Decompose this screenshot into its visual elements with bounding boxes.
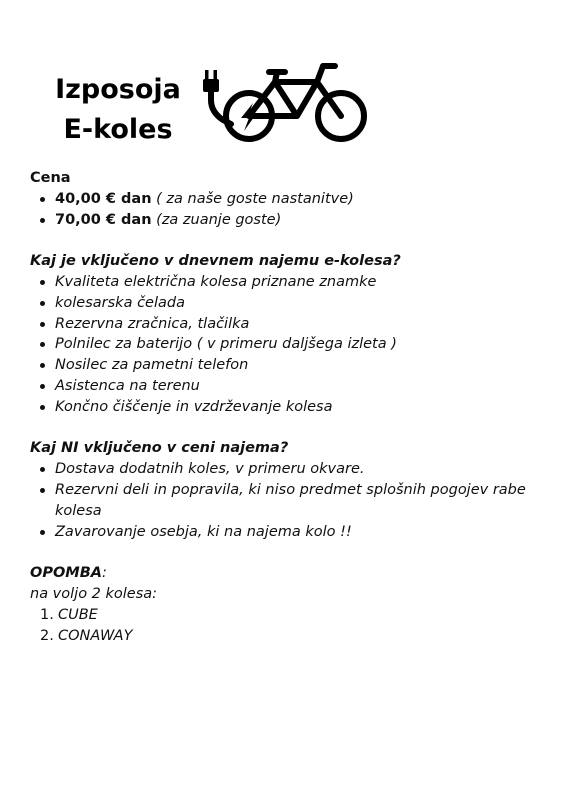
- page-title: [48, 70, 188, 150]
- list-item: Rezervni deli in popravila, ki niso predmet splošnih pogojev rabe kolesa: [30, 480, 550, 522]
- bike-number: 2.: [40, 627, 54, 644]
- price-item: [30, 210, 550, 231]
- bike-name: CONAWAY: [58, 627, 133, 644]
- price-heading: Cena: [30, 170, 71, 186]
- list-item: Končno čiščenje in vzdrževanje kolesa: [30, 397, 550, 418]
- bike-item: [30, 605, 550, 626]
- list-item: Dostava dodatnih koles, v primeru okvare.: [30, 459, 550, 480]
- price-item: [30, 189, 550, 210]
- price-note: (za zuanje goste): [151, 211, 282, 228]
- list-item: Kvaliteta električna kolesa priznane znamke: [30, 272, 550, 293]
- bike-number: 1.: [40, 606, 54, 623]
- excluded-list: [30, 459, 550, 542]
- list-item: Rezervna zračnica, tlačilka: [30, 314, 550, 335]
- electric-bike-plug-icon: [197, 50, 372, 145]
- price-section: [30, 168, 550, 230]
- note-text: na voljo 2 kolesa:: [30, 585, 158, 602]
- bike-item: [30, 626, 550, 647]
- included-section: [30, 251, 550, 417]
- price-amount: 40,00 € dan: [55, 190, 152, 207]
- bike-list: [30, 605, 550, 647]
- title-line-2: E-koles: [63, 114, 173, 145]
- list-item: Asistenca na terenu: [30, 376, 550, 397]
- note-section: [30, 563, 550, 646]
- note-label-line: [30, 563, 550, 584]
- included-list: [30, 272, 550, 418]
- list-item: kolesarska čelada: [30, 293, 550, 314]
- note-colon: :: [101, 565, 107, 582]
- excluded-heading: Kaj NI vključeno v ceni najema?: [30, 440, 289, 457]
- title-line-1: Izposoja: [55, 74, 181, 105]
- price-note: ( za naše goste nastanitve): [151, 190, 354, 207]
- note-label: OPOMBA: [30, 565, 102, 582]
- price-amount: 70,00 € dan: [55, 211, 152, 228]
- list-item: Polnilec za baterijo ( v primeru daljšega izleta ): [30, 334, 550, 355]
- excluded-section: [30, 438, 550, 542]
- content: [30, 168, 550, 646]
- list-item: Zavarovanje osebja, ki na najema kolo !!: [30, 522, 550, 543]
- list-item: Nosilec za pametni telefon: [30, 355, 550, 376]
- included-heading: Kaj je vključeno v dnevnem najemu e-kolesa?: [30, 253, 401, 270]
- bike-name: CUBE: [58, 606, 98, 623]
- price-list: [30, 189, 550, 231]
